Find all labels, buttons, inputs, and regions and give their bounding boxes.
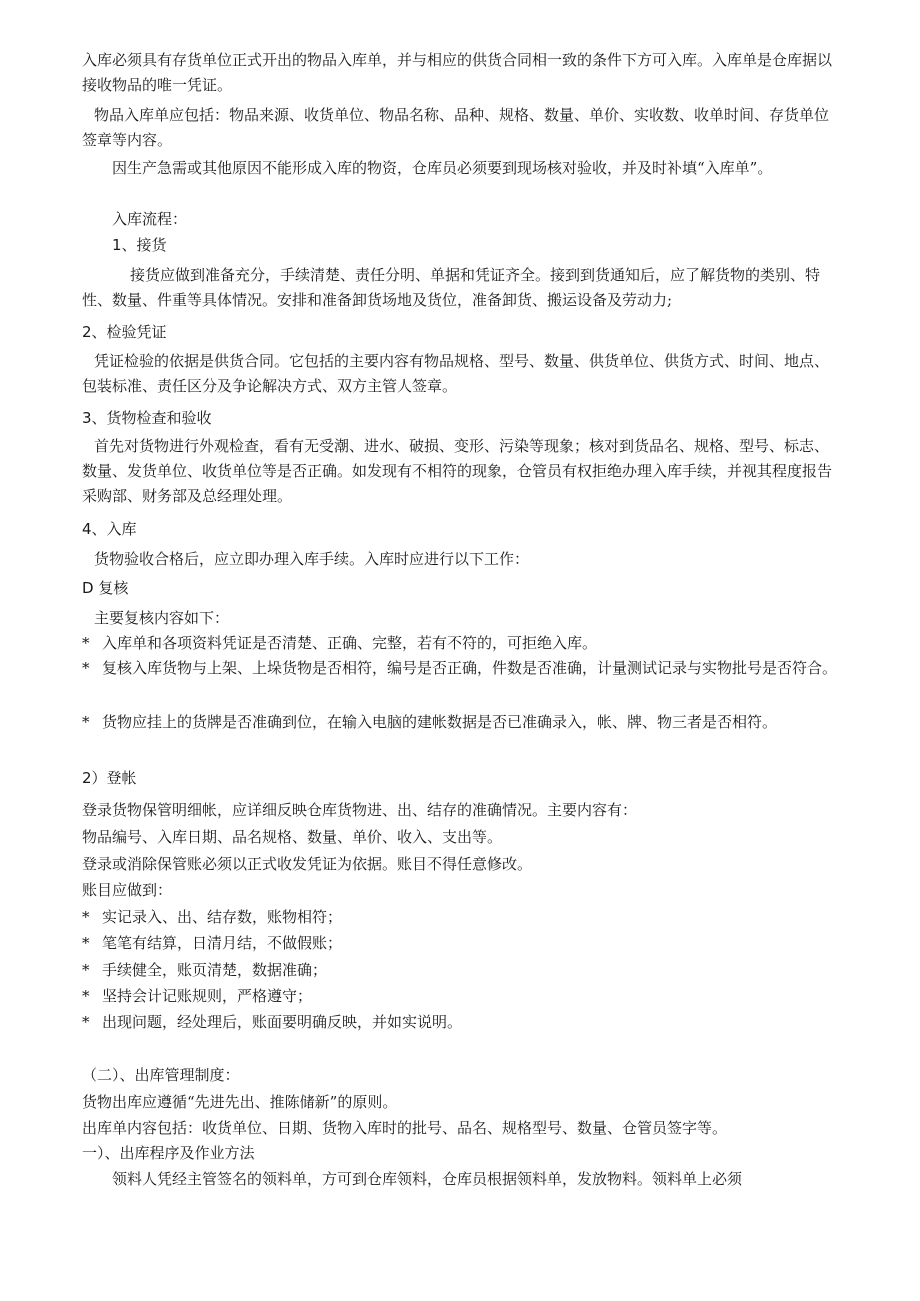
outbound-procedure-title: 一）、出库程序及作业方法 [82,1144,255,1162]
bullet-mark: * [82,659,90,677]
bullet-mark: * [82,1013,90,1031]
ledger-paragraph-1: 登录货物保管明细帐，应详细反映仓库货物进、出、结存的准确情况。主要内容有： [82,801,638,819]
ledger-paragraph-4: 账目应做到： [82,881,173,899]
step-3-title: 3、货物检查和验收 [82,409,212,427]
step-1-title: 1、接货 [112,236,167,254]
step-3-body: 首先对货物进行外观检查，看有无受潮、进水、破损、变形、污染等现象；核对到货品名、规格、型号、标志、数量、发货单位、收货单位等是否正确。如发现有不相符的现象，仓管员有权拒绝办理入库手续，并视其程度报告采购部、财务部及总经理处理。 [82,437,833,505]
ledger-item: * 笔笔有结算，日清月结，不做假账； [82,931,842,956]
bullet-mark: * [82,987,90,1005]
ledger-paragraph-3: 登录或消除保管账必须以正式收发凭证为依据。账目不得任意修改。 [82,855,533,873]
ledger-item: * 出现问题，经处理后，账面要明确反映，并如实说明。 [82,1010,842,1035]
ledger-title: 2）登帐 [82,769,137,787]
outbound-form-contents: 出库单内容包括：收货单位、日期、货物入库时的批号、品名、规格型号、数量、仓管员签字等。 [82,1119,728,1137]
recheck-title: D 复核 [82,579,129,597]
step-1-body: 接货应做到准备充分，手续清楚、责任分明、单据和凭证齐全。接到到货通知后，应了解货物的类别、特性、数量、件重等具体情况。安排和准备卸货场地及货位，准备卸货、搬运设备及劳动力; [82,266,821,309]
paragraph-inbound-form-contents: 物品入库单应包括：物品来源、收货单位、物品名称、品种、规格、数量、单价、实收数、收单时间、存货单位签章等内容。 [82,106,830,149]
outbound-principle: 货物出库应遵循“先进先出、推陈储新”的原则。 [82,1093,398,1111]
inbound-flow-title: 入库流程： [112,210,188,228]
step-2-body: 凭证检验的依据是供货合同。它包括的主要内容有物品规格、型号、数量、供货单位、供货方式、时间、地点、包装标准、责任区分及争论解决方式、双方主管人签章。 [82,352,830,395]
bullet-mark: * [82,908,90,926]
bullet-mark: * [82,713,90,731]
bullet-mark: * [82,934,90,952]
step-4-body: 货物验收合格后，应立即办理入库手续。入库时应进行以下工作： [94,550,530,568]
recheck-item: * 复核入库货物与上架、上垛货物是否相符，编号是否正确，件数是否准确，计量测试记录与实物批号是否符合。 [82,656,842,681]
outbound-title: （二）、出库管理制度： [82,1066,240,1084]
ledger-item: * 坚持会计记账规则，严格遵守； [82,984,842,1009]
outbound-procedure-body: 领料人凭经主管签名的领料单，方可到仓库领料，仓库员根据领料单，发放物料。领料单上必须 [112,1170,743,1188]
recheck-item: * 货物应挂上的货牌是否准确到位，在输入电脑的建帐数据是否已准确录入，帐、牌、物三者是否相符。 [82,710,842,735]
recheck-intro: 主要复核内容如下： [94,609,230,627]
paragraph-urgent-materials: 因生产急需或其他原因不能形成入库的物资，仓库员必须要到现场核对验收，并及时补填“入库单”。 [112,159,773,177]
step-4-title: 4、入库 [82,520,137,538]
bullet-mark: * [82,961,90,979]
step-2-title: 2、检验凭证 [82,323,167,341]
bullet-mark: * [82,634,90,652]
ledger-item: * 手续健全，账页清楚，数据准确； [82,958,842,983]
recheck-item: * 入库单和各项资料凭证是否清楚、正确、完整，若有不符的，可拒绝入库。 [82,631,842,656]
paragraph-inbound-requirement: 入库必须具有存货单位正式开出的物品入库单，并与相应的供货合同相一致的条件下方可入库。入库单是仓库据以接收物品的唯一凭证。 [82,51,833,94]
ledger-item: * 实记录入、出、结存数，账物相符； [82,905,842,930]
ledger-paragraph-2: 物品编号、入库日期、品名规格、数量、单价、收入、支出等。 [82,828,503,846]
